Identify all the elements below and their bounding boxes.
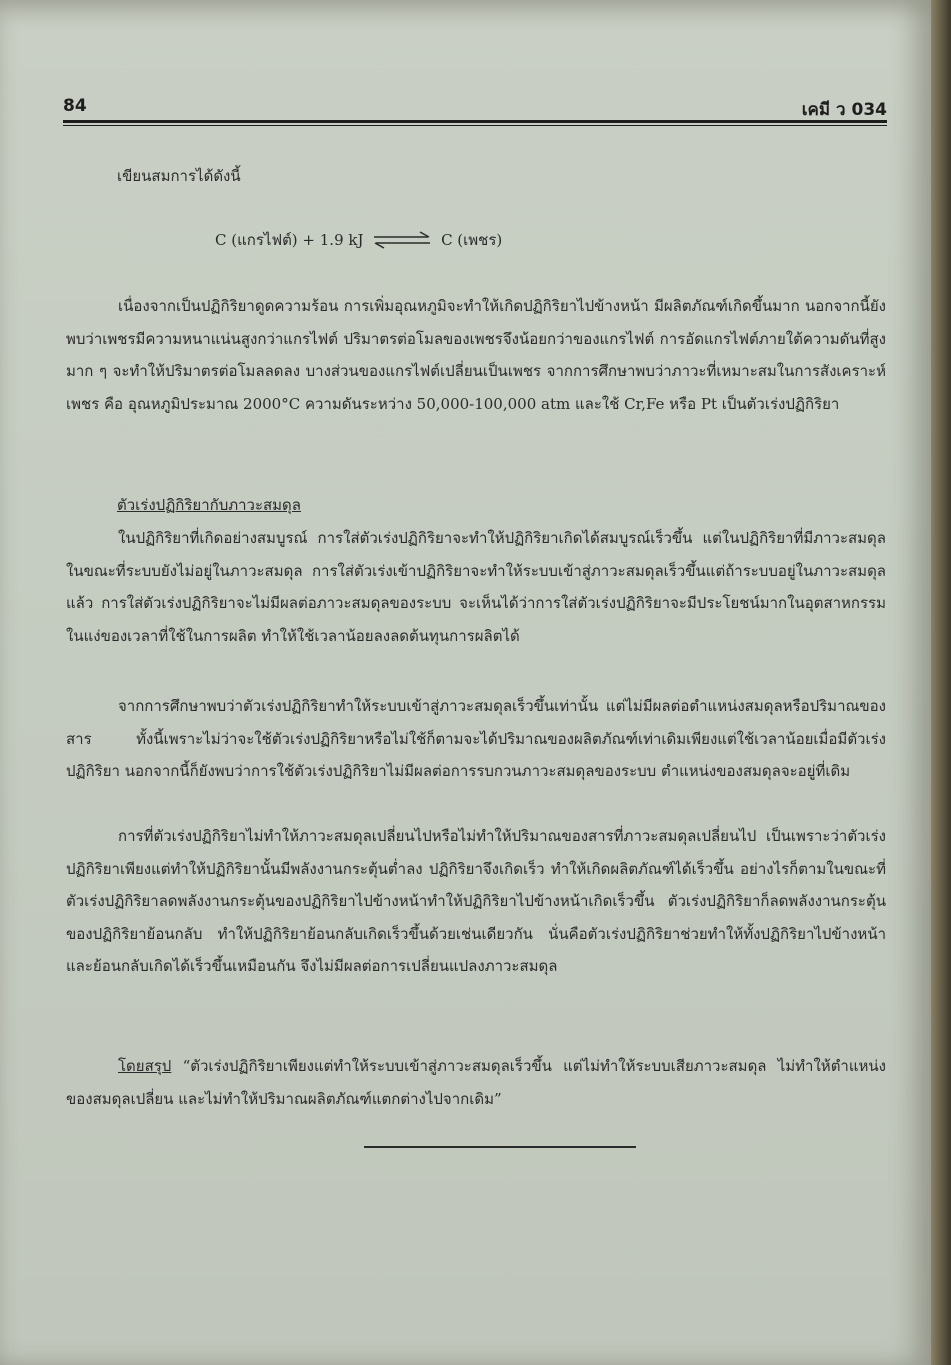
section-heading: ตัวเร่งปฏิกิริยากับภาวะสมดุล bbox=[117, 496, 301, 514]
page-header bbox=[63, 96, 887, 118]
paragraph-catalyst-intro bbox=[66, 522, 886, 652]
paragraph-catalyst-energy bbox=[66, 820, 886, 983]
equation bbox=[215, 228, 502, 258]
page-number: 84 bbox=[63, 96, 87, 116]
summary-text: “ตัวเร่งปฏิกิริยาเพียงแต่ทำให้ระบบเข้าสู่ภาวะสมดุลเร็วขึ้น แต่ไม่ทำให้ระบบเสียภาวะสมดุล ไม่ทำให้ตำแหน่งของสมดุลเปลี่ยน และไม่ทำให้ปริมาณผลิตภัณฑ์แตกต่างไปจากเดิม” bbox=[66, 1057, 886, 1108]
intro-line: เขียนสมการได้ดังนี้ bbox=[117, 167, 241, 185]
end-divider bbox=[364, 1146, 636, 1148]
paragraph-3-text: จากการศึกษาพบว่าตัวเร่งปฏิกิริยาทำให้ระบบเข้าสู่ภาวะสมดุลเร็วขึ้นเท่านั้น แต่ไม่มีผลต่อตำแหน่งสมดุลหรือปริมาณของสาร ทั้งนี้เพราะไม่ว่าจะใช้ตัวเร่งปฏิกิริยาหรือไม่ใช้ก็ตามจะได้ปริมาณของผลิตภัณฑ์เท่าเดิมเพียงแต่ใช้เวลาน้อยเมื่อมีตัวเร่งปฏิกิริยา นอกจากนี้ก็ยังพบว่าการใช้ตัวเร่งปฏิกิริยาไม่มีผลต่อการรบกวนภาวะสมดุลของระบบ ตำแหน่งของสมดุลจะอยู่ที่เดิม bbox=[66, 697, 886, 781]
equation-right: C (เพชร) bbox=[441, 231, 503, 249]
paragraph-2-text: ในปฏิกิริยาที่เกิดอย่างสมบูรณ์ การใส่ตัวเร่งปฏิกิริยาจะทำให้ปฏิกิริยาเกิดได้สมบูรณ์เร็วขึ้น แต่ในปฏิกิริยาที่มีภาวะสมดุล ในขณะที่ระบบยังไม่อยู่ในภาวะสมดุล การใส่ตัวเร่งเข้าปฏิกิริยาจะทำให้ระบบเข้าสู่ภาวะสมดุลเร็วขึ้นแต่ถ้าระบบอยู่ในภาวะสมดุลแล้ว การใส่ตัวเร่งปฏิกิริยาจะไม่มีผลต่อภาวะสมดุลของระบบ จะเห็นได้ว่าการใส่ตัวเร่งปฏิกิริยาจะมีประโยชน์มากในอุตสาหกรรมในแง่ของเวลาที่ใช้ในการผลิต ทำให้ใช้เวลาน้อยลงลดต้นทุนการผลิตได้ bbox=[66, 529, 886, 645]
paragraph-4-text: การที่ตัวเร่งปฏิกิริยาไม่ทำให้ภาวะสมดุลเปลี่ยนไปหรือไม่ทำให้ปริมาณของสารที่ภาวะสมดุลเปลี่ยนไป เป็นเพราะว่าตัวเร่งปฏิกิริยาเพียงแต่ทำให้ปฏิกิริยานั้นมีพลังงานกระตุ้นต่ำลง ปฏิกิริยาจึงเกิดเร็ว ทำให้เกิดผลิตภัณฑ์ได้เร็วขึ้น อย่างไรก็ตามในขณะที่ตัวเร่งปฏิกิริยาลดพลังงานกระตุ้นของปฏิกิริยาไปข้างหน้าทำให้ปฏิกิริยาไปข้างหน้าเกิดเร็วขึ้น ตัวเร่งปฏิกิริยาก็ลดพลังงานกระตุ้นของปฏิกิริยาย้อนกลับ ทำให้ปฏิกิริยาย้อนกลับเกิดเร็วขึ้นด้วยเช่นเดียวกัน นั่นคือตัวเร่งปฏิกิริยาช่วยทำให้ทั้งปฏิกิริยาไปข้างหน้าและย้อนกลับเกิดได้เร็วขึ้นเหมือนกัน จึงไม่มีผลต่อการเปลี่ยนแปลงภาวะสมดุล bbox=[66, 827, 886, 976]
header-rule-thin bbox=[63, 125, 887, 126]
paragraph-1-text: เนื่องจากเป็นปฏิกิริยาดูดความร้อน การเพิ่มอุณหภูมิจะทำให้เกิดปฏิกิริยาไปข้างหน้า มีผลิตภัณฑ์เกิดขึ้นมาก นอกจากนี้ยังพบว่าเพชรมีความหนาแน่นสูงกว่าแกรไฟต์ ปริมาตรต่อโมลของเพชรจึงน้อยกว่าของแกรไฟต์ การอัดแกรไฟต์ภายใต้ความดันที่สูงมาก ๆ จะทำให้ปริมาตรต่อโมลลดลง บางส่วนของแกรไฟต์เปลี่ยนเป็นเพชร จากการศึกษาพบว่าภาวะที่เหมาะสมในการสังเคราะห์เพชร คือ อุณหภูมิประมาณ 2000°C ความดันระหว่าง 50,000-100,000 atm และใช้ Cr,Fe หรือ Pt เป็นตัวเร่งปฏิกิริยา bbox=[66, 297, 886, 413]
summary-label: โดยสรุป bbox=[118, 1057, 172, 1075]
header-rule bbox=[63, 120, 887, 123]
summary-paragraph bbox=[66, 1050, 886, 1115]
paragraph-endothermic bbox=[66, 290, 886, 420]
course-title: เคมี ว 034 bbox=[801, 100, 887, 120]
page-edge bbox=[931, 0, 951, 1365]
paragraph-catalyst-study bbox=[66, 690, 886, 788]
equation-left: C (แกรไฟต์) + 1.9 kJ bbox=[215, 231, 364, 249]
equilibrium-arrow-icon bbox=[372, 231, 432, 249]
